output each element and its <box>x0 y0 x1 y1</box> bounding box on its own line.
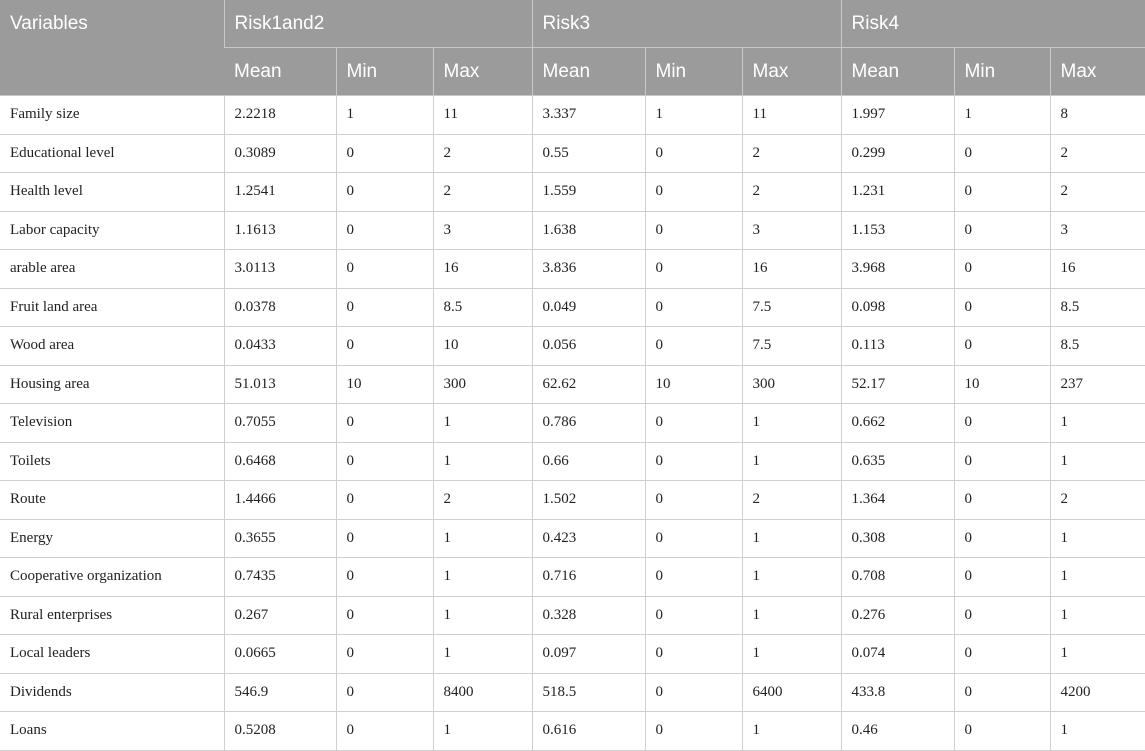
table-cell: 0.786 <box>532 404 645 443</box>
table-cell: 1.1613 <box>224 211 336 250</box>
table-cell: 0.6468 <box>224 442 336 481</box>
table-cell: 0 <box>336 173 433 212</box>
table-cell: 0 <box>954 481 1050 520</box>
table-cell: 0 <box>336 211 433 250</box>
table-cell: 1 <box>336 96 433 135</box>
table-cell: 1 <box>1050 404 1145 443</box>
row-label: arable area <box>0 250 224 289</box>
header-stat: Min <box>645 48 742 96</box>
table-cell: 0 <box>645 712 742 751</box>
table-cell: 0 <box>954 211 1050 250</box>
table-cell: 0 <box>954 288 1050 327</box>
table-cell: 0.0665 <box>224 635 336 674</box>
table-cell: 0 <box>954 173 1050 212</box>
table-cell: 1 <box>433 558 532 597</box>
table-cell: 1 <box>433 519 532 558</box>
table-cell: 62.62 <box>532 365 645 404</box>
table-cell: 16 <box>1050 250 1145 289</box>
table-cell: 8.5 <box>1050 327 1145 366</box>
table-cell: 1.364 <box>841 481 954 520</box>
table-cell: 0.635 <box>841 442 954 481</box>
table-cell: 8.5 <box>1050 288 1145 327</box>
header-group-risk1and2: Risk1and2 <box>224 0 532 48</box>
table-cell: 0.5208 <box>224 712 336 751</box>
row-label: Television <box>0 404 224 443</box>
table-cell: 1.559 <box>532 173 645 212</box>
table-cell: 0 <box>954 327 1050 366</box>
table-row <box>0 635 1145 674</box>
table-cell: 546.9 <box>224 673 336 712</box>
table-cell: 8400 <box>433 673 532 712</box>
table-cell: 0.7055 <box>224 404 336 443</box>
table-cell: 0 <box>954 134 1050 173</box>
table-cell: 0 <box>954 404 1050 443</box>
table-cell: 0.267 <box>224 596 336 635</box>
table-row <box>0 96 1145 135</box>
table-cell: 1 <box>1050 712 1145 751</box>
table-cell: 0 <box>645 442 742 481</box>
table-cell: 2 <box>742 173 841 212</box>
table-cell: 10 <box>645 365 742 404</box>
row-label: Route <box>0 481 224 520</box>
table-row <box>0 173 1145 212</box>
table-cell: 1.638 <box>532 211 645 250</box>
table-cell: 3 <box>433 211 532 250</box>
table-cell: 0.0378 <box>224 288 336 327</box>
table-row <box>0 712 1145 751</box>
row-label: Dividends <box>0 673 224 712</box>
table-row <box>0 404 1145 443</box>
table-cell: 300 <box>742 365 841 404</box>
table-cell: 0.308 <box>841 519 954 558</box>
header-stat: Mean <box>532 48 645 96</box>
table-cell: 0.66 <box>532 442 645 481</box>
table-cell: 0.098 <box>841 288 954 327</box>
table-cell: 0 <box>336 442 433 481</box>
table-cell: 0.662 <box>841 404 954 443</box>
header-group-risk3: Risk3 <box>532 0 841 48</box>
row-label: Toilets <box>0 442 224 481</box>
header-stat: Max <box>1050 48 1145 96</box>
table-cell: 8.5 <box>433 288 532 327</box>
table-cell: 1 <box>1050 442 1145 481</box>
table-cell: 1 <box>742 712 841 751</box>
table-cell: 237 <box>1050 365 1145 404</box>
table-cell: 0.0433 <box>224 327 336 366</box>
table-cell: 1 <box>433 404 532 443</box>
table-cell: 3.0113 <box>224 250 336 289</box>
table-cell: 0 <box>645 211 742 250</box>
row-label: Cooperative organization <box>0 558 224 597</box>
table-row <box>0 442 1145 481</box>
table-row <box>0 134 1145 173</box>
table-cell: 52.17 <box>841 365 954 404</box>
row-label: Housing area <box>0 365 224 404</box>
table-cell: 2 <box>433 481 532 520</box>
table-cell: 0 <box>645 519 742 558</box>
table-cell: 1.997 <box>841 96 954 135</box>
table-cell: 11 <box>433 96 532 135</box>
table-cell: 0.46 <box>841 712 954 751</box>
row-label: Health level <box>0 173 224 212</box>
table-cell: 0 <box>954 558 1050 597</box>
table-cell: 1 <box>1050 519 1145 558</box>
table-cell: 0.716 <box>532 558 645 597</box>
row-label: Loans <box>0 712 224 751</box>
table-cell: 0 <box>336 288 433 327</box>
table-cell: 0 <box>336 596 433 635</box>
table-cell: 1 <box>433 596 532 635</box>
table-row <box>0 327 1145 366</box>
table-cell: 2 <box>1050 173 1145 212</box>
table-cell: 0.616 <box>532 712 645 751</box>
table-cell: 0.113 <box>841 327 954 366</box>
table-cell: 1 <box>433 442 532 481</box>
table-cell: 1 <box>1050 635 1145 674</box>
table-cell: 0 <box>336 635 433 674</box>
table-cell: 0.423 <box>532 519 645 558</box>
table-cell: 7.5 <box>742 327 841 366</box>
header-stat: Mean <box>224 48 336 96</box>
table-cell: 0.7435 <box>224 558 336 597</box>
table-cell: 1 <box>742 404 841 443</box>
table-cell: 0 <box>645 481 742 520</box>
table-cell: 1 <box>433 635 532 674</box>
header-variables: Variables <box>0 0 224 96</box>
table-cell: 0.097 <box>532 635 645 674</box>
header-stat: Min <box>336 48 433 96</box>
table-cell: 0 <box>954 635 1050 674</box>
table-cell: 0 <box>645 250 742 289</box>
table-row <box>0 596 1145 635</box>
table-cell: 0 <box>336 673 433 712</box>
table-header <box>0 0 1145 96</box>
table-cell: 2.2218 <box>224 96 336 135</box>
table-cell: 10 <box>954 365 1050 404</box>
table-cell: 1 <box>742 519 841 558</box>
table-cell: 0 <box>336 327 433 366</box>
table-cell: 1.2541 <box>224 173 336 212</box>
table-cell: 0.3655 <box>224 519 336 558</box>
table-row <box>0 481 1145 520</box>
table-cell: 0 <box>954 519 1050 558</box>
table-cell: 2 <box>742 134 841 173</box>
table-cell: 0 <box>954 673 1050 712</box>
table-cell: 1 <box>742 596 841 635</box>
table-cell: 16 <box>433 250 532 289</box>
table-cell: 1.502 <box>532 481 645 520</box>
table-cell: 0 <box>645 173 742 212</box>
table-cell: 2 <box>433 134 532 173</box>
row-label: Educational level <box>0 134 224 173</box>
row-label: Local leaders <box>0 635 224 674</box>
table-cell: 0 <box>645 596 742 635</box>
table-cell: 3.836 <box>532 250 645 289</box>
table-cell: 1 <box>645 96 742 135</box>
table-cell: 1 <box>433 712 532 751</box>
table-cell: 10 <box>336 365 433 404</box>
table-cell: 0.708 <box>841 558 954 597</box>
table-row <box>0 365 1145 404</box>
table-cell: 0 <box>645 327 742 366</box>
table-cell: 0 <box>336 404 433 443</box>
table-cell: 518.5 <box>532 673 645 712</box>
table-cell: 0 <box>645 134 742 173</box>
table-cell: 7.5 <box>742 288 841 327</box>
row-label: Rural enterprises <box>0 596 224 635</box>
row-label: Family size <box>0 96 224 135</box>
table-cell: 1.4466 <box>224 481 336 520</box>
header-stat: Max <box>433 48 532 96</box>
table-row <box>0 558 1145 597</box>
table-cell: 0 <box>336 250 433 289</box>
table-cell: 0 <box>336 712 433 751</box>
table-cell: 1 <box>1050 596 1145 635</box>
table-cell: 0 <box>954 250 1050 289</box>
table-cell: 1.153 <box>841 211 954 250</box>
row-label: Energy <box>0 519 224 558</box>
table-cell: 0 <box>336 558 433 597</box>
table-cell: 433.8 <box>841 673 954 712</box>
table-cell: 0 <box>336 519 433 558</box>
table-cell: 1.231 <box>841 173 954 212</box>
header-group-risk4: Risk4 <box>841 0 1145 48</box>
table-row <box>0 673 1145 712</box>
table-row <box>0 519 1145 558</box>
row-label: Fruit land area <box>0 288 224 327</box>
table-cell: 0.55 <box>532 134 645 173</box>
table-cell: 2 <box>1050 481 1145 520</box>
table-cell: 2 <box>1050 134 1145 173</box>
table-cell: 6400 <box>742 673 841 712</box>
table-cell: 3.337 <box>532 96 645 135</box>
table-cell: 0 <box>954 712 1050 751</box>
table-cell: 0 <box>336 481 433 520</box>
table-cell: 2 <box>433 173 532 212</box>
table-cell: 1 <box>742 442 841 481</box>
table-cell: 0 <box>336 134 433 173</box>
table-cell: 1 <box>954 96 1050 135</box>
row-label: Wood area <box>0 327 224 366</box>
table-cell: 0.276 <box>841 596 954 635</box>
table-row <box>0 288 1145 327</box>
header-stat: Max <box>742 48 841 96</box>
table-row <box>0 250 1145 289</box>
table-cell: 3 <box>1050 211 1145 250</box>
table-cell: 16 <box>742 250 841 289</box>
table-cell: 11 <box>742 96 841 135</box>
header-row-groups <box>0 0 1145 48</box>
table-row <box>0 211 1145 250</box>
table-cell: 0.328 <box>532 596 645 635</box>
table-cell: 0 <box>954 442 1050 481</box>
table-cell: 0.299 <box>841 134 954 173</box>
table-cell: 1 <box>742 635 841 674</box>
row-label: Labor capacity <box>0 211 224 250</box>
table-cell: 51.013 <box>224 365 336 404</box>
table-cell: 0.049 <box>532 288 645 327</box>
table-cell: 300 <box>433 365 532 404</box>
table-cell: 1 <box>742 558 841 597</box>
table-cell: 0 <box>645 288 742 327</box>
table-cell: 0.056 <box>532 327 645 366</box>
table-cell: 10 <box>433 327 532 366</box>
table-cell: 8 <box>1050 96 1145 135</box>
table-cell: 0 <box>645 635 742 674</box>
table-cell: 0.3089 <box>224 134 336 173</box>
table-cell: 0 <box>645 558 742 597</box>
header-stat: Min <box>954 48 1050 96</box>
table-cell: 3.968 <box>841 250 954 289</box>
table-body <box>0 96 1145 751</box>
header-stat: Mean <box>841 48 954 96</box>
table-cell: 0 <box>645 673 742 712</box>
table-cell: 3 <box>742 211 841 250</box>
table-cell: 0 <box>954 596 1050 635</box>
table-cell: 4200 <box>1050 673 1145 712</box>
table-cell: 0 <box>645 404 742 443</box>
table-cell: 1 <box>1050 558 1145 597</box>
table-cell: 0.074 <box>841 635 954 674</box>
table-cell: 2 <box>742 481 841 520</box>
